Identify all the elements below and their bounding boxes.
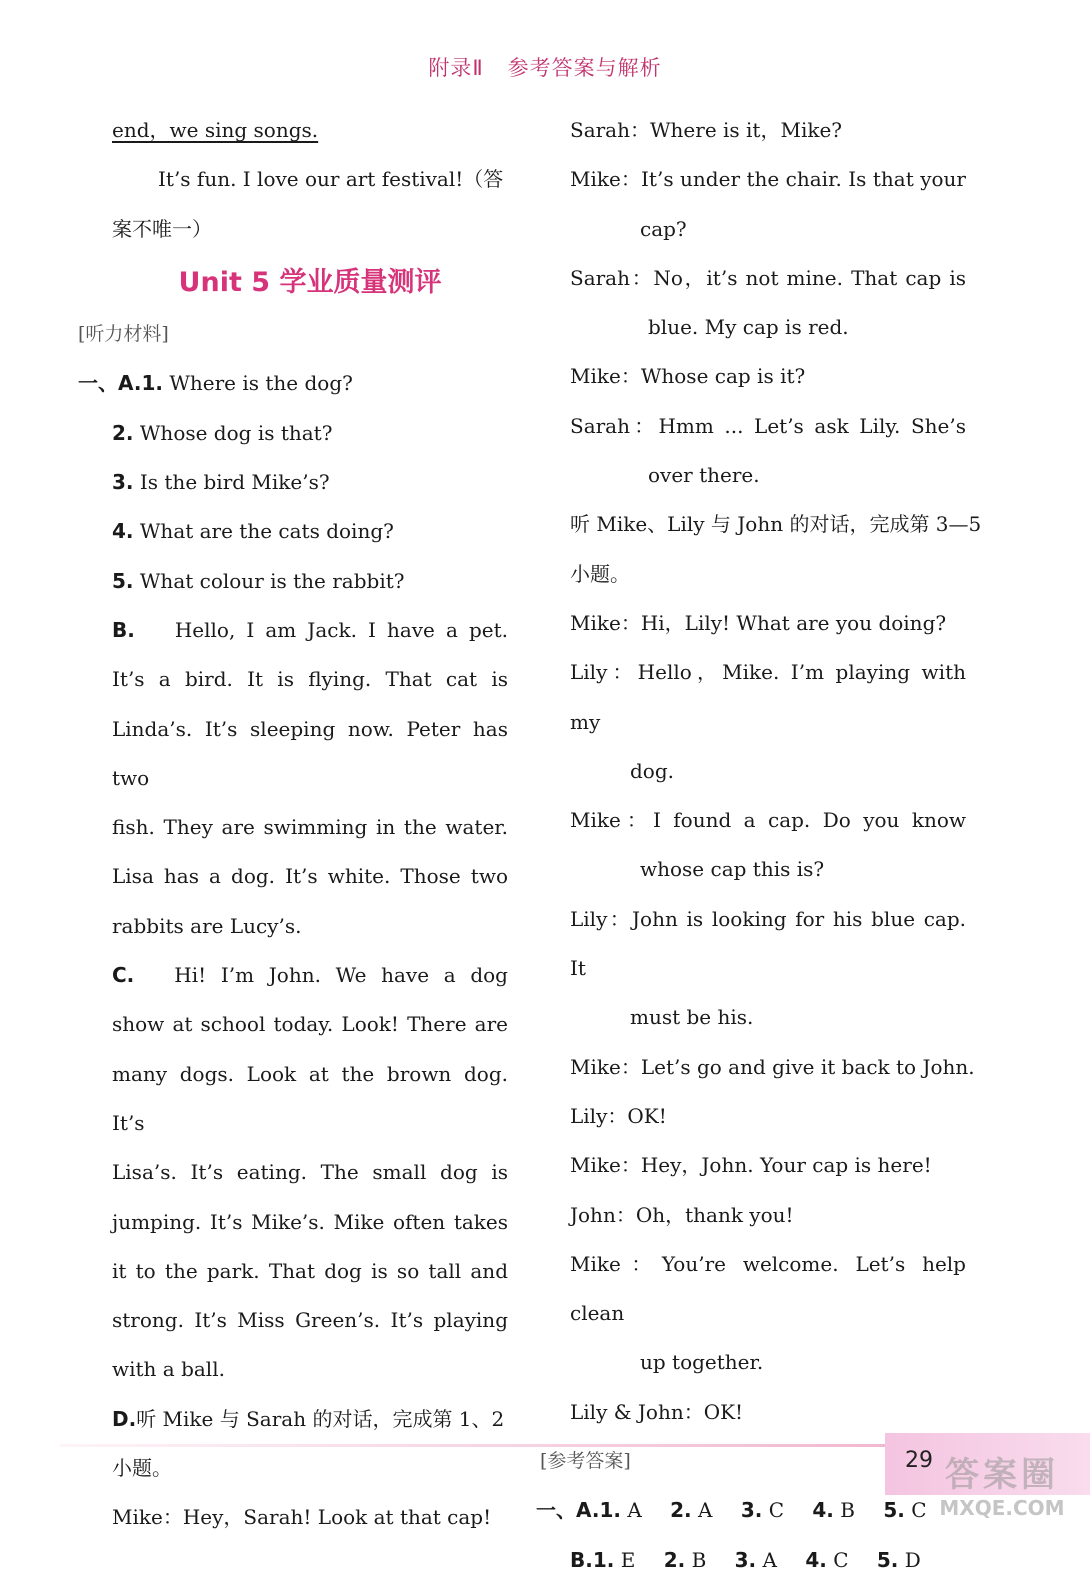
passage-line: Lisa has a dog. It’s white. Those two bbox=[112, 864, 508, 889]
instruction-text: 听 Mike 与 Sarah 的对话，完成第 1、2 bbox=[136, 1406, 505, 1431]
passage-line: Lisa’s. It’s eating. The small dog is bbox=[112, 1160, 508, 1185]
answer-number: 5. bbox=[883, 1498, 905, 1523]
question-text: Where is the dog? bbox=[169, 371, 353, 396]
passage-line: rabbits are Lucy’s. bbox=[112, 913, 302, 938]
passage-line: fish. They are swimming in the water. bbox=[112, 815, 508, 840]
dialogue-line: Sarah：Where is it，Mike? bbox=[570, 118, 843, 142]
dialogue-line: Lily & John：OK! bbox=[570, 1399, 744, 1424]
dialogue-continuation: blue. My cap is red. bbox=[648, 315, 849, 340]
question-text: What colour is the rabbit? bbox=[139, 568, 405, 593]
question-number: 5. bbox=[112, 568, 134, 593]
answer-number: 2. bbox=[670, 1498, 692, 1523]
answer-row-b bbox=[570, 1536, 966, 1585]
passage-line: many dogs. Look at the brown dog. It’s bbox=[112, 1061, 508, 1135]
answer-number: 3. bbox=[734, 1547, 757, 1572]
answer-number: 5. bbox=[876, 1547, 899, 1572]
passage-line: with a ball. bbox=[112, 1357, 225, 1382]
text-line: end，we sing songs. bbox=[112, 118, 319, 142]
question-a2 bbox=[112, 409, 508, 458]
dialogue-line: Mike：Hey，John. Your cap is here! bbox=[570, 1153, 932, 1178]
question-a5 bbox=[112, 557, 508, 606]
answer-value: C bbox=[911, 1498, 927, 1523]
watermark bbox=[918, 1455, 1086, 1530]
answer-value: D bbox=[904, 1547, 921, 1572]
answer-value: B bbox=[691, 1547, 707, 1572]
section-b-marker: B. bbox=[112, 617, 135, 642]
instruction-text: 小题。 bbox=[112, 1456, 172, 1481]
page-number: 29 bbox=[905, 1448, 933, 1473]
footer-divider bbox=[60, 1444, 890, 1447]
right-column bbox=[536, 106, 982, 1585]
dialogue-line: Lily：Hello，Mike. I’m playing with my bbox=[570, 660, 966, 734]
question-number: 2. bbox=[112, 420, 134, 445]
passage-line: It’s a bird. It is flying. That cat is bbox=[112, 667, 508, 692]
question-text: Is the bird Mike’s? bbox=[139, 470, 330, 495]
section-d-line bbox=[112, 1395, 508, 1444]
appendix-label: 附录Ⅱ bbox=[428, 56, 484, 80]
question-number: 3. bbox=[112, 470, 134, 495]
question-text: Whose dog is that? bbox=[139, 420, 333, 445]
dialogue-line: Sarah：No，it’s not mine. That cap is bbox=[570, 265, 966, 290]
text-line: 案不唯一） bbox=[112, 216, 212, 241]
section-c-marker: C. bbox=[112, 963, 135, 988]
dialogue-line: Mike：I found a cap. Do you know bbox=[570, 808, 966, 833]
passage-line: jumping. It’s Mike’s. Mike often takes bbox=[112, 1209, 508, 1234]
passage-text: Hi! I’m John. We have a dog bbox=[174, 963, 508, 988]
passage-line: show at school today. Look! There are bbox=[112, 1012, 508, 1037]
passage-text: Hello, I am Jack. I have a pet. bbox=[174, 617, 508, 642]
question-a3 bbox=[112, 458, 508, 507]
watermark-url: MXQE.COM bbox=[939, 1496, 1065, 1520]
section-d-marker: D. bbox=[112, 1406, 137, 1431]
question-number: 4. bbox=[112, 519, 134, 544]
answer-number: 2. bbox=[663, 1547, 686, 1572]
question-a1 bbox=[78, 359, 508, 408]
question-a4 bbox=[112, 507, 508, 556]
instruction-text: 小题。 bbox=[570, 561, 630, 586]
dialogue-line: Lily：OK! bbox=[570, 1103, 667, 1128]
dialogue-continuation: whose cap this is? bbox=[640, 857, 825, 882]
dialogue-line: John：Oh，thank you! bbox=[570, 1202, 794, 1227]
answer-value: E bbox=[620, 1547, 636, 1572]
answer-value: C bbox=[833, 1547, 849, 1572]
answer-number: 4. bbox=[805, 1547, 827, 1572]
question-text: What are the cats doing? bbox=[139, 519, 394, 544]
page-header bbox=[0, 52, 1090, 82]
answer-value: A bbox=[762, 1547, 777, 1572]
section-b-line bbox=[112, 606, 508, 655]
watermark-logo: 答案圈 bbox=[945, 1455, 1059, 1495]
dialogue-continuation: up together. bbox=[640, 1350, 764, 1375]
answers-label: [参考答案] bbox=[540, 1450, 631, 1473]
dialogue-continuation: over there. bbox=[648, 463, 760, 488]
answer-number: 4. bbox=[812, 1498, 834, 1523]
text-line: It’s fun. I love our art festival!（答 bbox=[158, 167, 504, 192]
answer-number: B.1. bbox=[570, 1547, 615, 1572]
header-title: 参考答案与解析 bbox=[507, 56, 662, 80]
dialogue-continuation: must be his. bbox=[630, 1005, 754, 1030]
dialogue-line: Lily：John is looking for his blue cap. It bbox=[570, 906, 966, 981]
dialogue-line: Mike：Hi，Lily! What are you doing? bbox=[570, 610, 947, 635]
passage-line: Linda’s. It’s sleeping now. Peter has two bbox=[112, 716, 508, 790]
answer-number: 一、A.1. bbox=[536, 1498, 621, 1523]
passage-line: it to the park. That dog is so tall and bbox=[112, 1258, 508, 1283]
question-number: 一、A.1. bbox=[78, 371, 163, 396]
dialogue-continuation: dog. bbox=[630, 758, 675, 783]
dialogue-line: Mike：Hey，Sarah! Look at that cap! bbox=[112, 1505, 492, 1530]
dialogue-line: Mike：Let’s go and give it back to John. bbox=[570, 1054, 975, 1079]
instruction-text: 听 Mike、Lily 与 John 的对话，完成第 3—5 bbox=[570, 512, 982, 537]
answer-number: 3. bbox=[740, 1498, 763, 1523]
dialogue-line: Sarah：Hmm ... Let’s ask Lily. She’s bbox=[570, 413, 966, 438]
section-c-line bbox=[112, 951, 508, 1000]
answer-value: A bbox=[698, 1498, 713, 1523]
dialogue-continuation: cap? bbox=[640, 216, 687, 241]
left-column bbox=[78, 106, 508, 1543]
answer-value: C bbox=[768, 1498, 785, 1523]
unit-title: Unit 5 学业质量测评 bbox=[178, 266, 442, 298]
dialogue-line: Mike：It’s under the chair. Is that your bbox=[570, 167, 966, 192]
passage-line: strong. It’s Miss Green’s. It’s playing bbox=[112, 1308, 508, 1333]
answer-value: B bbox=[840, 1498, 855, 1523]
dialogue-line: Mike：You’re welcome. Let’s help clean bbox=[570, 1251, 966, 1326]
answer-value: A bbox=[627, 1498, 642, 1523]
dialogue-line: Mike：Whose cap is it? bbox=[570, 364, 806, 389]
listening-material-label: [听力材料] bbox=[78, 323, 169, 346]
